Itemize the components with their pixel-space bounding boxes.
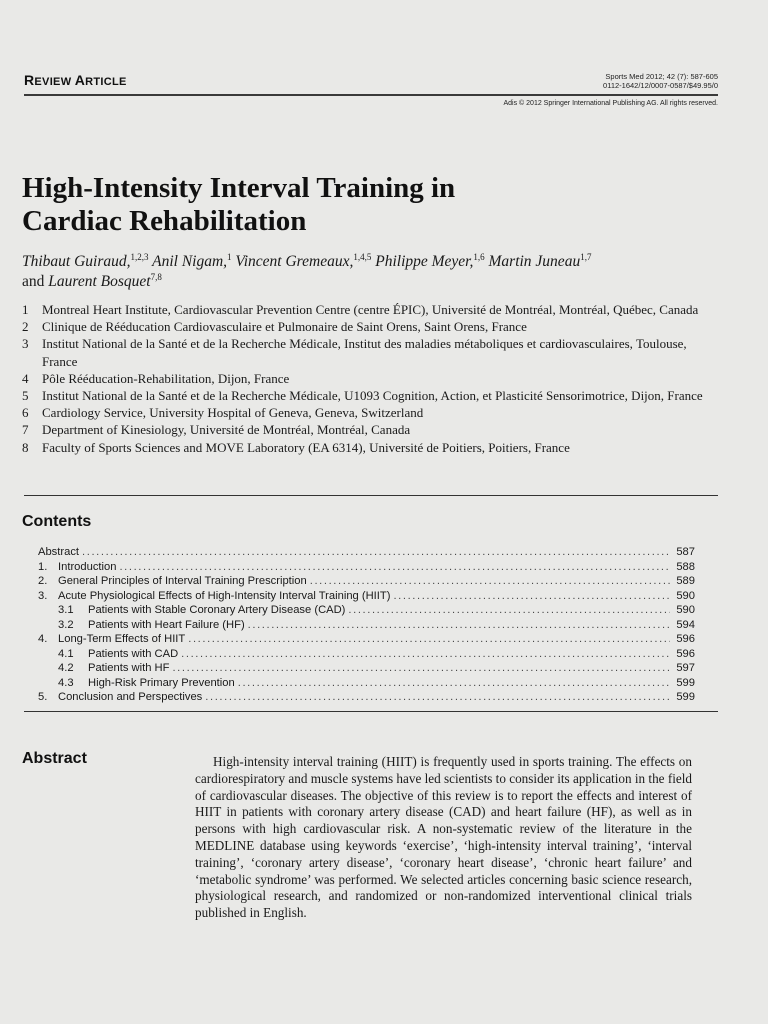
toc-entry[interactable] xyxy=(38,632,695,647)
affiliation-number: 6 xyxy=(22,405,29,421)
toc-label: Abstract xyxy=(38,546,80,558)
title-line-1: High-Intensity Interval Training in xyxy=(22,172,456,204)
toc-entry[interactable] xyxy=(38,661,695,676)
toc-leader xyxy=(310,574,670,589)
author-name: Thibaut Guiraud, xyxy=(22,253,131,270)
affiliation-text: Pôle Rééducation-Rehabilitation, Dijon, France xyxy=(42,370,290,386)
toc-number: 5. xyxy=(38,691,48,703)
affiliation-text: Faculty of Sports Sciences and MOVE Laboratory (EA 6314), Université de Poitiers, Poitiers, France xyxy=(42,439,570,455)
affiliation-item xyxy=(22,421,722,438)
section-label: REVIEW ARTICLE xyxy=(24,72,127,88)
title-line-2: Cardiac Rehabilitation xyxy=(22,205,307,237)
toc-label: Acute Physiological Effects of High-Intensity Interval Training (HIIT) xyxy=(58,589,391,602)
author-name: Anil Nigam, xyxy=(152,253,228,270)
toc-entry[interactable] xyxy=(38,603,695,618)
toc-leader xyxy=(181,647,670,662)
journal-citation: Sports Med 2012; 42 (7): 587-605 xyxy=(605,72,718,81)
toc-leader xyxy=(172,661,670,676)
affiliation-number: 1 xyxy=(22,302,29,317)
affiliation-number: 8 xyxy=(22,439,29,455)
author-affil-sup: 7,8 xyxy=(150,271,162,282)
toc-entry[interactable] xyxy=(38,676,695,691)
affiliation-item xyxy=(22,370,722,387)
affiliation-number: 7 xyxy=(22,422,29,438)
toc-number: 1. xyxy=(38,560,48,573)
author-name: Vincent Gremeaux, xyxy=(235,253,354,270)
toc-page: 587 xyxy=(676,546,695,558)
article-title xyxy=(22,172,722,238)
affiliation-number: 2 xyxy=(22,319,29,335)
toc-leader xyxy=(348,603,670,618)
author-affil-sup: 1,4,5 xyxy=(353,251,372,262)
author-name: Philippe Meyer, xyxy=(375,253,474,270)
toc-leader xyxy=(238,676,670,691)
toc-number: 4. xyxy=(38,633,48,645)
affiliation-text: Department of Kinesiology, Université de Montréal, Montréal, Canada xyxy=(42,422,411,438)
affiliation-item xyxy=(22,439,722,456)
toc-page: 597 xyxy=(676,662,695,674)
toc-leader xyxy=(393,589,670,604)
toc-page: 596 xyxy=(676,633,695,645)
contents-heading: Contents xyxy=(22,513,92,530)
header-rule xyxy=(24,94,718,96)
toc-number: 2. xyxy=(38,575,48,587)
toc-page: 599 xyxy=(676,691,695,703)
toc-leader xyxy=(82,545,670,560)
author-affil-sup: 1,7 xyxy=(580,251,592,262)
toc-page: 588 xyxy=(676,560,695,573)
affiliation-number: 5 xyxy=(22,388,29,404)
toc-label: Long-Term Effects of HIIT xyxy=(58,633,186,645)
toc-label: Conclusion and Perspectives xyxy=(58,691,203,703)
section-divider xyxy=(24,711,718,712)
toc-label: Introduction xyxy=(58,560,117,573)
toc-entry[interactable] xyxy=(38,647,695,662)
authors-conjunction: and xyxy=(22,273,45,290)
toc-page: 599 xyxy=(676,676,695,689)
toc-entry[interactable] xyxy=(38,545,695,560)
affiliation-text: Institut National de la Santé et de la Recherche Médicale, U1093 Cognition, Action, et Plasticité Sensorimotrice, Dijon, France xyxy=(42,388,703,404)
author-affil-sup: 1 xyxy=(227,251,232,262)
toc-number: 3. xyxy=(38,589,48,602)
toc-label: Patients with CAD xyxy=(88,647,179,660)
affiliation-text: Montreal Heart Institute, Cardiovascular Prevention Centre (centre ÉPIC), Université de Montréal, Montréal, Québec, Canada xyxy=(42,302,699,317)
author-name: Laurent Bosquet xyxy=(48,273,151,290)
toc-label: Patients with Heart Failure (HF) xyxy=(88,618,245,631)
journal-reference xyxy=(603,72,718,90)
section-divider xyxy=(24,495,718,496)
affiliation-item xyxy=(22,335,722,369)
author-list xyxy=(22,252,732,292)
affiliation-item xyxy=(22,404,722,421)
affiliation-item xyxy=(22,301,722,318)
author-name: Martin Juneau xyxy=(488,253,581,270)
toc-page: 596 xyxy=(676,647,695,660)
abstract-heading: Abstract xyxy=(22,750,87,767)
abstract-text: High-intensity interval training (HIIT) is frequently used in sports training. The effects on cardiorespiratory and muscle systems have led scientists to consider its application in the field of cardiovascular diseases. The objective of this review is to report the effects and interest of HIIT in patients with coronary artery disease (CAD) and heart failure (HF), as well as in persons with high cardiovascular risk. A non-systematic review of the literature in the MEDLINE database using keywords ‘exercise’, ‘high-intensity interval training’, ‘interval training’, ‘coronary artery disease’, ‘coronary heart disease’, ‘chronic heart failure’ and ‘metabolic syndrome’ was performed. We selected articles concerning basic science research, physiological research, and randomized or non-randomized interventional clinical trials published in English. xyxy=(195,754,692,921)
toc-label: High-Risk Primary Prevention xyxy=(88,676,235,689)
toc-leader xyxy=(205,690,670,705)
toc-page: 589 xyxy=(676,575,695,587)
table-of-contents xyxy=(38,545,695,705)
copyright-line: Adis © 2012 Springer International Publishing AG. All rights reserved. xyxy=(503,100,718,107)
toc-page: 590 xyxy=(676,604,695,616)
toc-number: 3.1 xyxy=(58,604,74,616)
toc-leader xyxy=(188,632,670,647)
toc-leader xyxy=(248,618,670,633)
toc-entry[interactable] xyxy=(38,574,695,589)
affiliation-item xyxy=(22,318,722,335)
toc-number: 3.2 xyxy=(58,618,74,631)
affiliation-text: Clinique de Rééducation Cardiovasculaire et Pulmonaire de Saint Orens, Saint Orens, France xyxy=(42,319,527,335)
toc-label: General Principles of Interval Training Prescription xyxy=(58,575,307,587)
toc-entry[interactable] xyxy=(38,690,695,705)
toc-page: 594 xyxy=(676,618,695,631)
toc-number: 4.1 xyxy=(58,647,74,660)
toc-label: Patients with Stable Coronary Artery Disease (CAD) xyxy=(88,604,346,616)
affiliation-number: 4 xyxy=(22,370,29,386)
journal-code: 0112-1642/12/0007-0587/$49.95/0 xyxy=(603,81,718,90)
toc-page: 590 xyxy=(676,589,695,602)
toc-number: 4.2 xyxy=(58,662,74,674)
toc-label: Patients with HF xyxy=(88,662,170,674)
author-affil-sup: 1,6 xyxy=(473,251,485,262)
toc-number: 4.3 xyxy=(58,676,74,689)
toc-leader xyxy=(119,560,670,575)
toc-entry[interactable] xyxy=(38,589,695,604)
affiliation-number: 3 xyxy=(22,336,29,352)
toc-entry[interactable] xyxy=(38,560,695,575)
affiliation-item xyxy=(22,387,722,404)
affiliation-text: Cardiology Service, University Hospital of Geneva, Geneva, Switzerland xyxy=(42,405,424,421)
toc-entry[interactable] xyxy=(38,618,695,633)
affiliation-list xyxy=(22,301,722,456)
author-affil-sup: 1,2,3 xyxy=(130,251,149,262)
affiliation-text: Institut National de la Santé et de la Recherche Médicale, Institut des maladies métaboliques et cardiovasculaires, Toulouse, France xyxy=(42,336,687,369)
